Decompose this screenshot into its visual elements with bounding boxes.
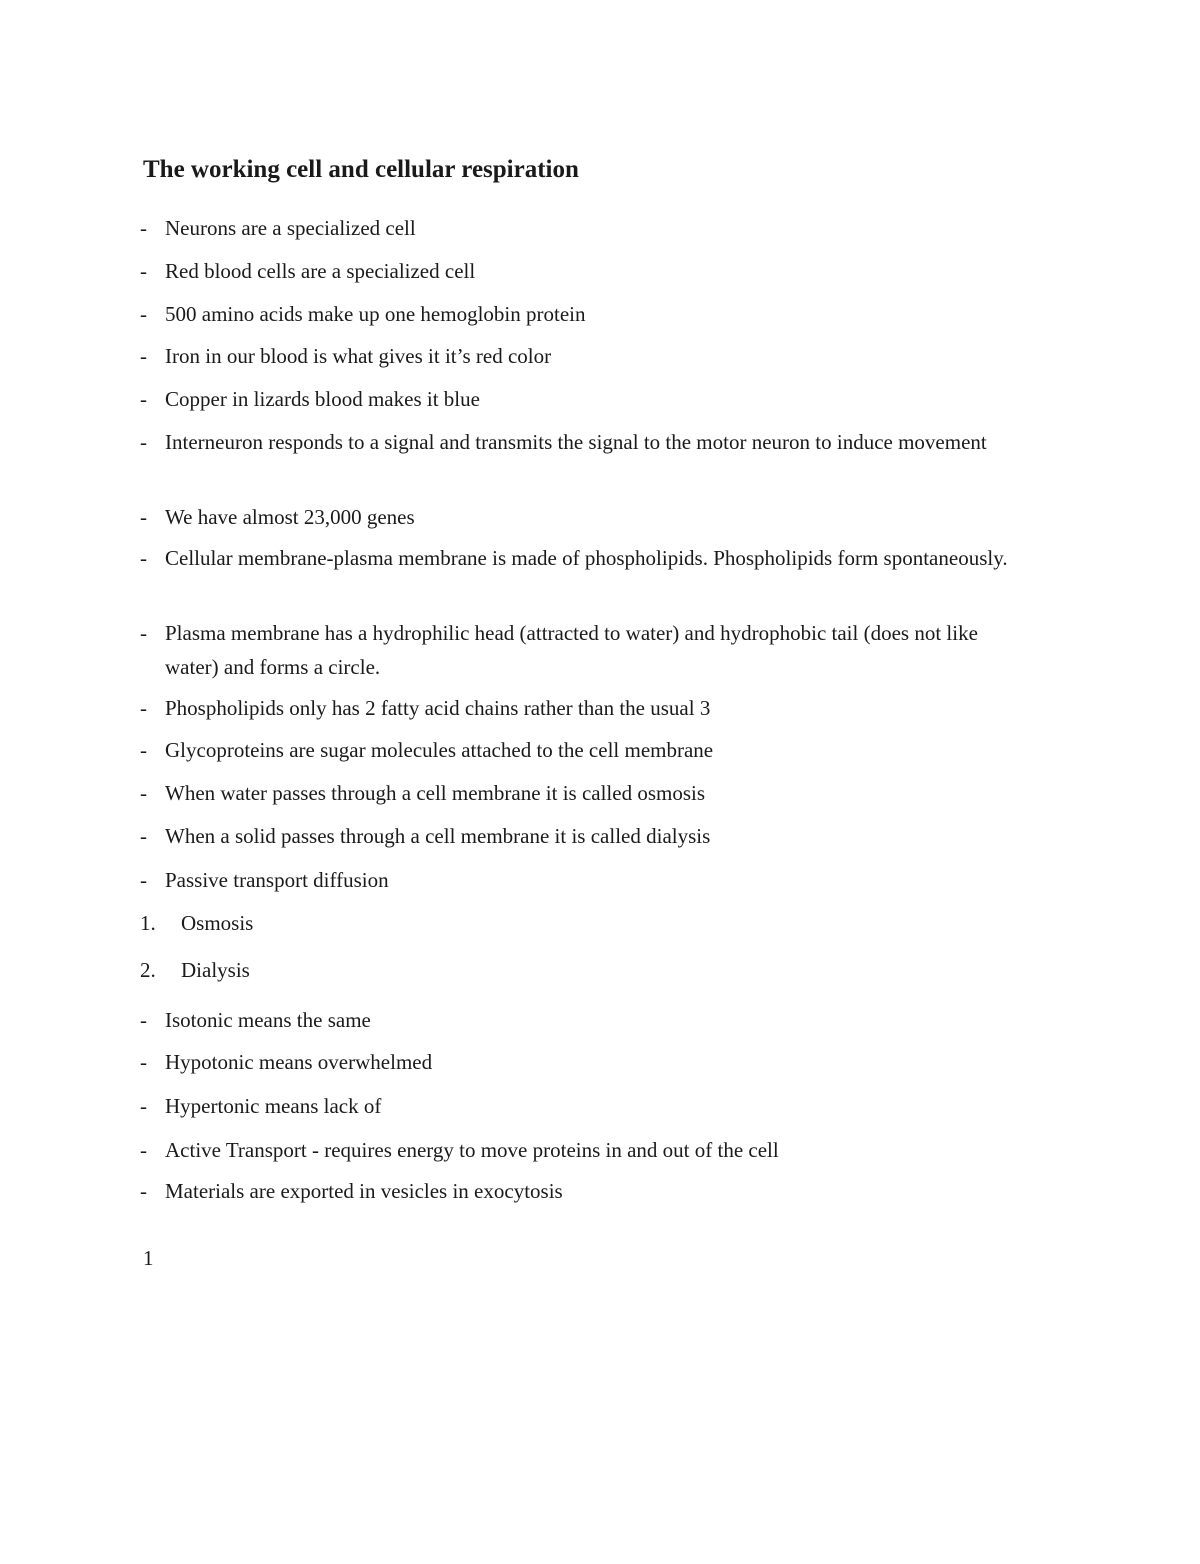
list-item [140,500,1020,534]
list-item-text: Active Transport - requires energy to move proteins in and out of the cell [165,1138,779,1162]
bullet-marker: - [140,738,147,762]
bullet-marker: - [140,505,147,529]
list-item-text: When water passes through a cell membrane it is called osmosis [165,781,706,805]
list-item-text: Materials are exported in vesicles in exocytosis [165,1179,563,1203]
bullet-marker: - [140,387,147,411]
list-item [140,863,1020,897]
list-item [140,297,1020,331]
page-number: 1 [143,1246,154,1270]
bullet-marker: - [140,781,147,805]
list-item-text: Plasma membrane has a hydrophilic head (attracted to water) and hydrophobic tail (does not like water) and forms a circle. [165,621,978,679]
numbered-item-text: Dialysis [181,958,250,982]
list-item-text: Neurons are a specialized cell [165,216,416,240]
list-item-text: Hypotonic means overwhelmed [165,1050,433,1074]
list-item [140,819,1020,853]
number-marker: 2. [140,958,156,982]
list-item-text: Passive transport diffusion [165,868,389,892]
list-item [140,733,1020,767]
numbered-item [140,906,1020,940]
bullet-marker: - [140,546,147,570]
list-item-text: Phospholipids only has 2 fatty acid chains rather than the usual 3 [165,696,711,720]
list-item [140,776,1020,810]
bullet-marker: - [140,1008,147,1032]
bullet-marker: - [140,868,147,892]
list-item-text: We have almost 23,000 genes [165,505,415,529]
bullet-marker: - [140,1138,147,1162]
bullet-marker: - [140,1179,147,1203]
bullet-marker: - [140,1094,147,1118]
list-item [140,1045,1020,1079]
list-item [140,1089,1020,1123]
list-item-text: 500 amino acids make up one hemoglobin protein [165,302,586,326]
list-item [140,382,1020,416]
list-item-text: Copper in lizards blood makes it blue [165,387,480,411]
bullet-marker: - [140,824,147,848]
list-item [140,425,1020,459]
bullet-marker: - [140,621,147,645]
list-item [140,254,1020,288]
bullet-marker: - [140,1050,147,1074]
list-item [140,691,1020,725]
list-item-text: When a solid passes through a cell membrane it is called dialysis [165,824,711,848]
list-item-text: Interneuron responds to a signal and transmits the signal to the motor neuron to induce movement [165,430,987,454]
list-item [140,211,1020,245]
bullet-marker: - [140,344,147,368]
bullet-marker: - [140,302,147,326]
list-item-text: Hypertonic means lack of [165,1094,382,1118]
numbered-item-text: Osmosis [181,911,254,935]
list-item [140,1133,1020,1167]
list-item-text: Red blood cells are a specialized cell [165,259,476,283]
list-item [140,541,1020,575]
bullet-marker: - [140,430,147,454]
list-item [140,1003,1020,1037]
list-item [140,616,1020,684]
bullet-marker: - [140,696,147,720]
list-item-text: Iron in our blood is what gives it it’s red color [165,344,552,368]
list-item-text: Glycoproteins are sugar molecules attached to the cell membrane [165,738,714,762]
number-marker: 1. [140,911,156,935]
list-item-text: Cellular membrane-plasma membrane is made of phospholipids. Phospholipids form spontaneously. [165,546,1008,570]
page-title: The working cell and cellular respiration [143,156,579,183]
list-item [140,1174,1020,1208]
bullet-marker: - [140,216,147,240]
list-item-text: Isotonic means the same [165,1008,371,1032]
bullet-marker: - [140,259,147,283]
list-item [140,339,1020,373]
numbered-item [140,953,1020,987]
